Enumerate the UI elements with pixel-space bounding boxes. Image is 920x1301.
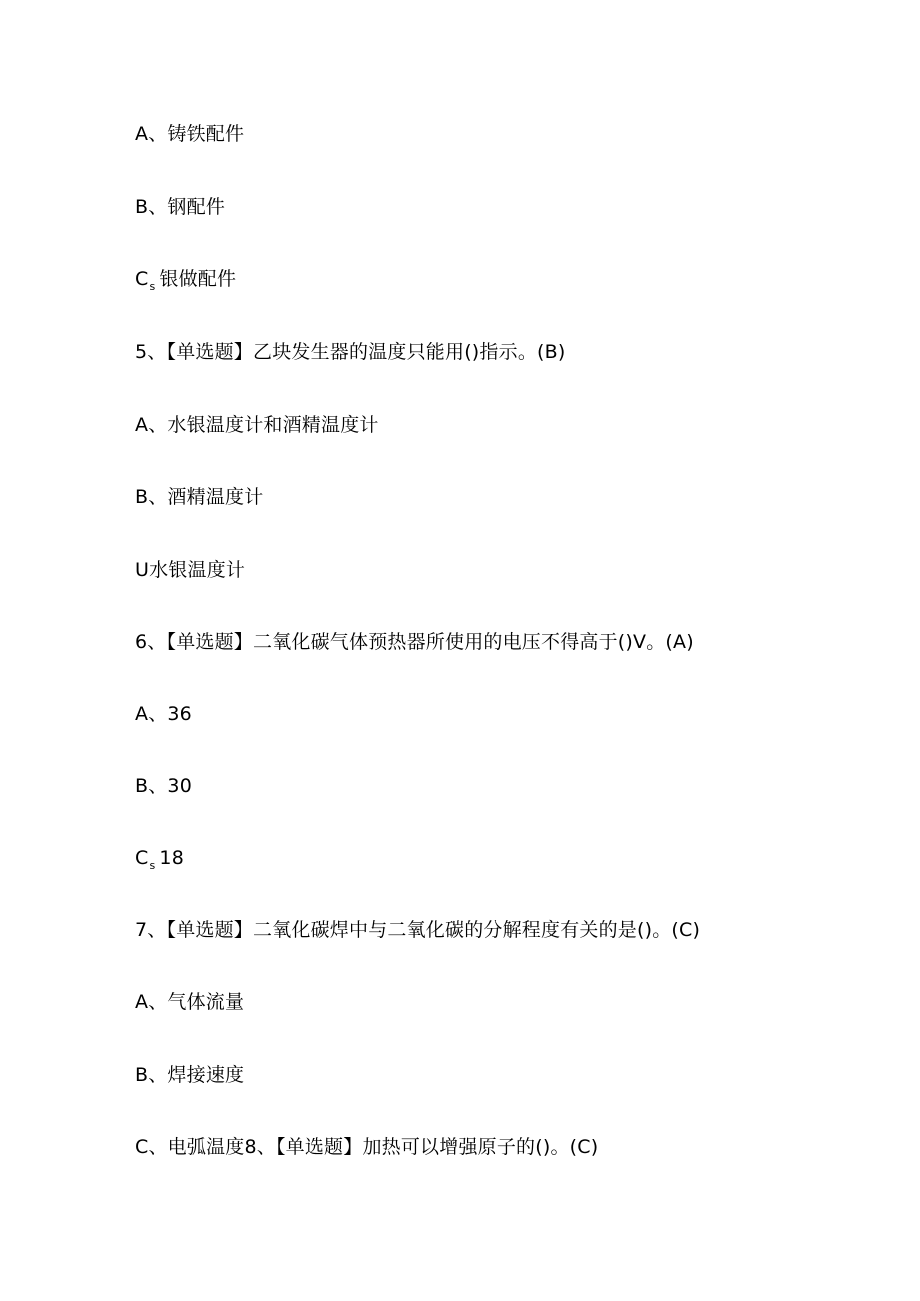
option-line: B、30 [135, 775, 193, 797]
option-subscript: s [149, 280, 156, 293]
option-letter: C [135, 268, 149, 290]
option-line: A、铸铁配件 [135, 123, 245, 145]
option-line: B、钢配件 [135, 196, 226, 218]
question-line: 6、【单选题】二氧化碳气体预热器所使用的电压不得高于()V。(A) [135, 631, 694, 653]
option-letter: C [135, 847, 149, 869]
option-text: 18 [159, 847, 184, 869]
option-line [135, 846, 184, 878]
question-line: 7、【单选题】二氧化碳焊中与二氧化碳的分解程度有关的是()。(C) [135, 919, 701, 941]
option-line: A、气体流量 [135, 991, 245, 1013]
option-line: U水银温度计 [135, 559, 246, 581]
option-line [135, 267, 236, 299]
option-line: C、电弧温度8、【单选题】加热可以增强原子的()。(C) [135, 1136, 599, 1158]
option-line: B、焊接速度 [135, 1064, 245, 1086]
option-line: B、酒精温度计 [135, 486, 264, 508]
option-subscript: s [149, 859, 156, 872]
option-line: A、水银温度计和酒精温度计 [135, 414, 379, 436]
option-text: 银做配件 [159, 268, 237, 290]
option-line: A、36 [135, 703, 192, 725]
question-line: 5、【单选题】乙块发生器的温度只能用()指示。(B) [135, 341, 566, 363]
